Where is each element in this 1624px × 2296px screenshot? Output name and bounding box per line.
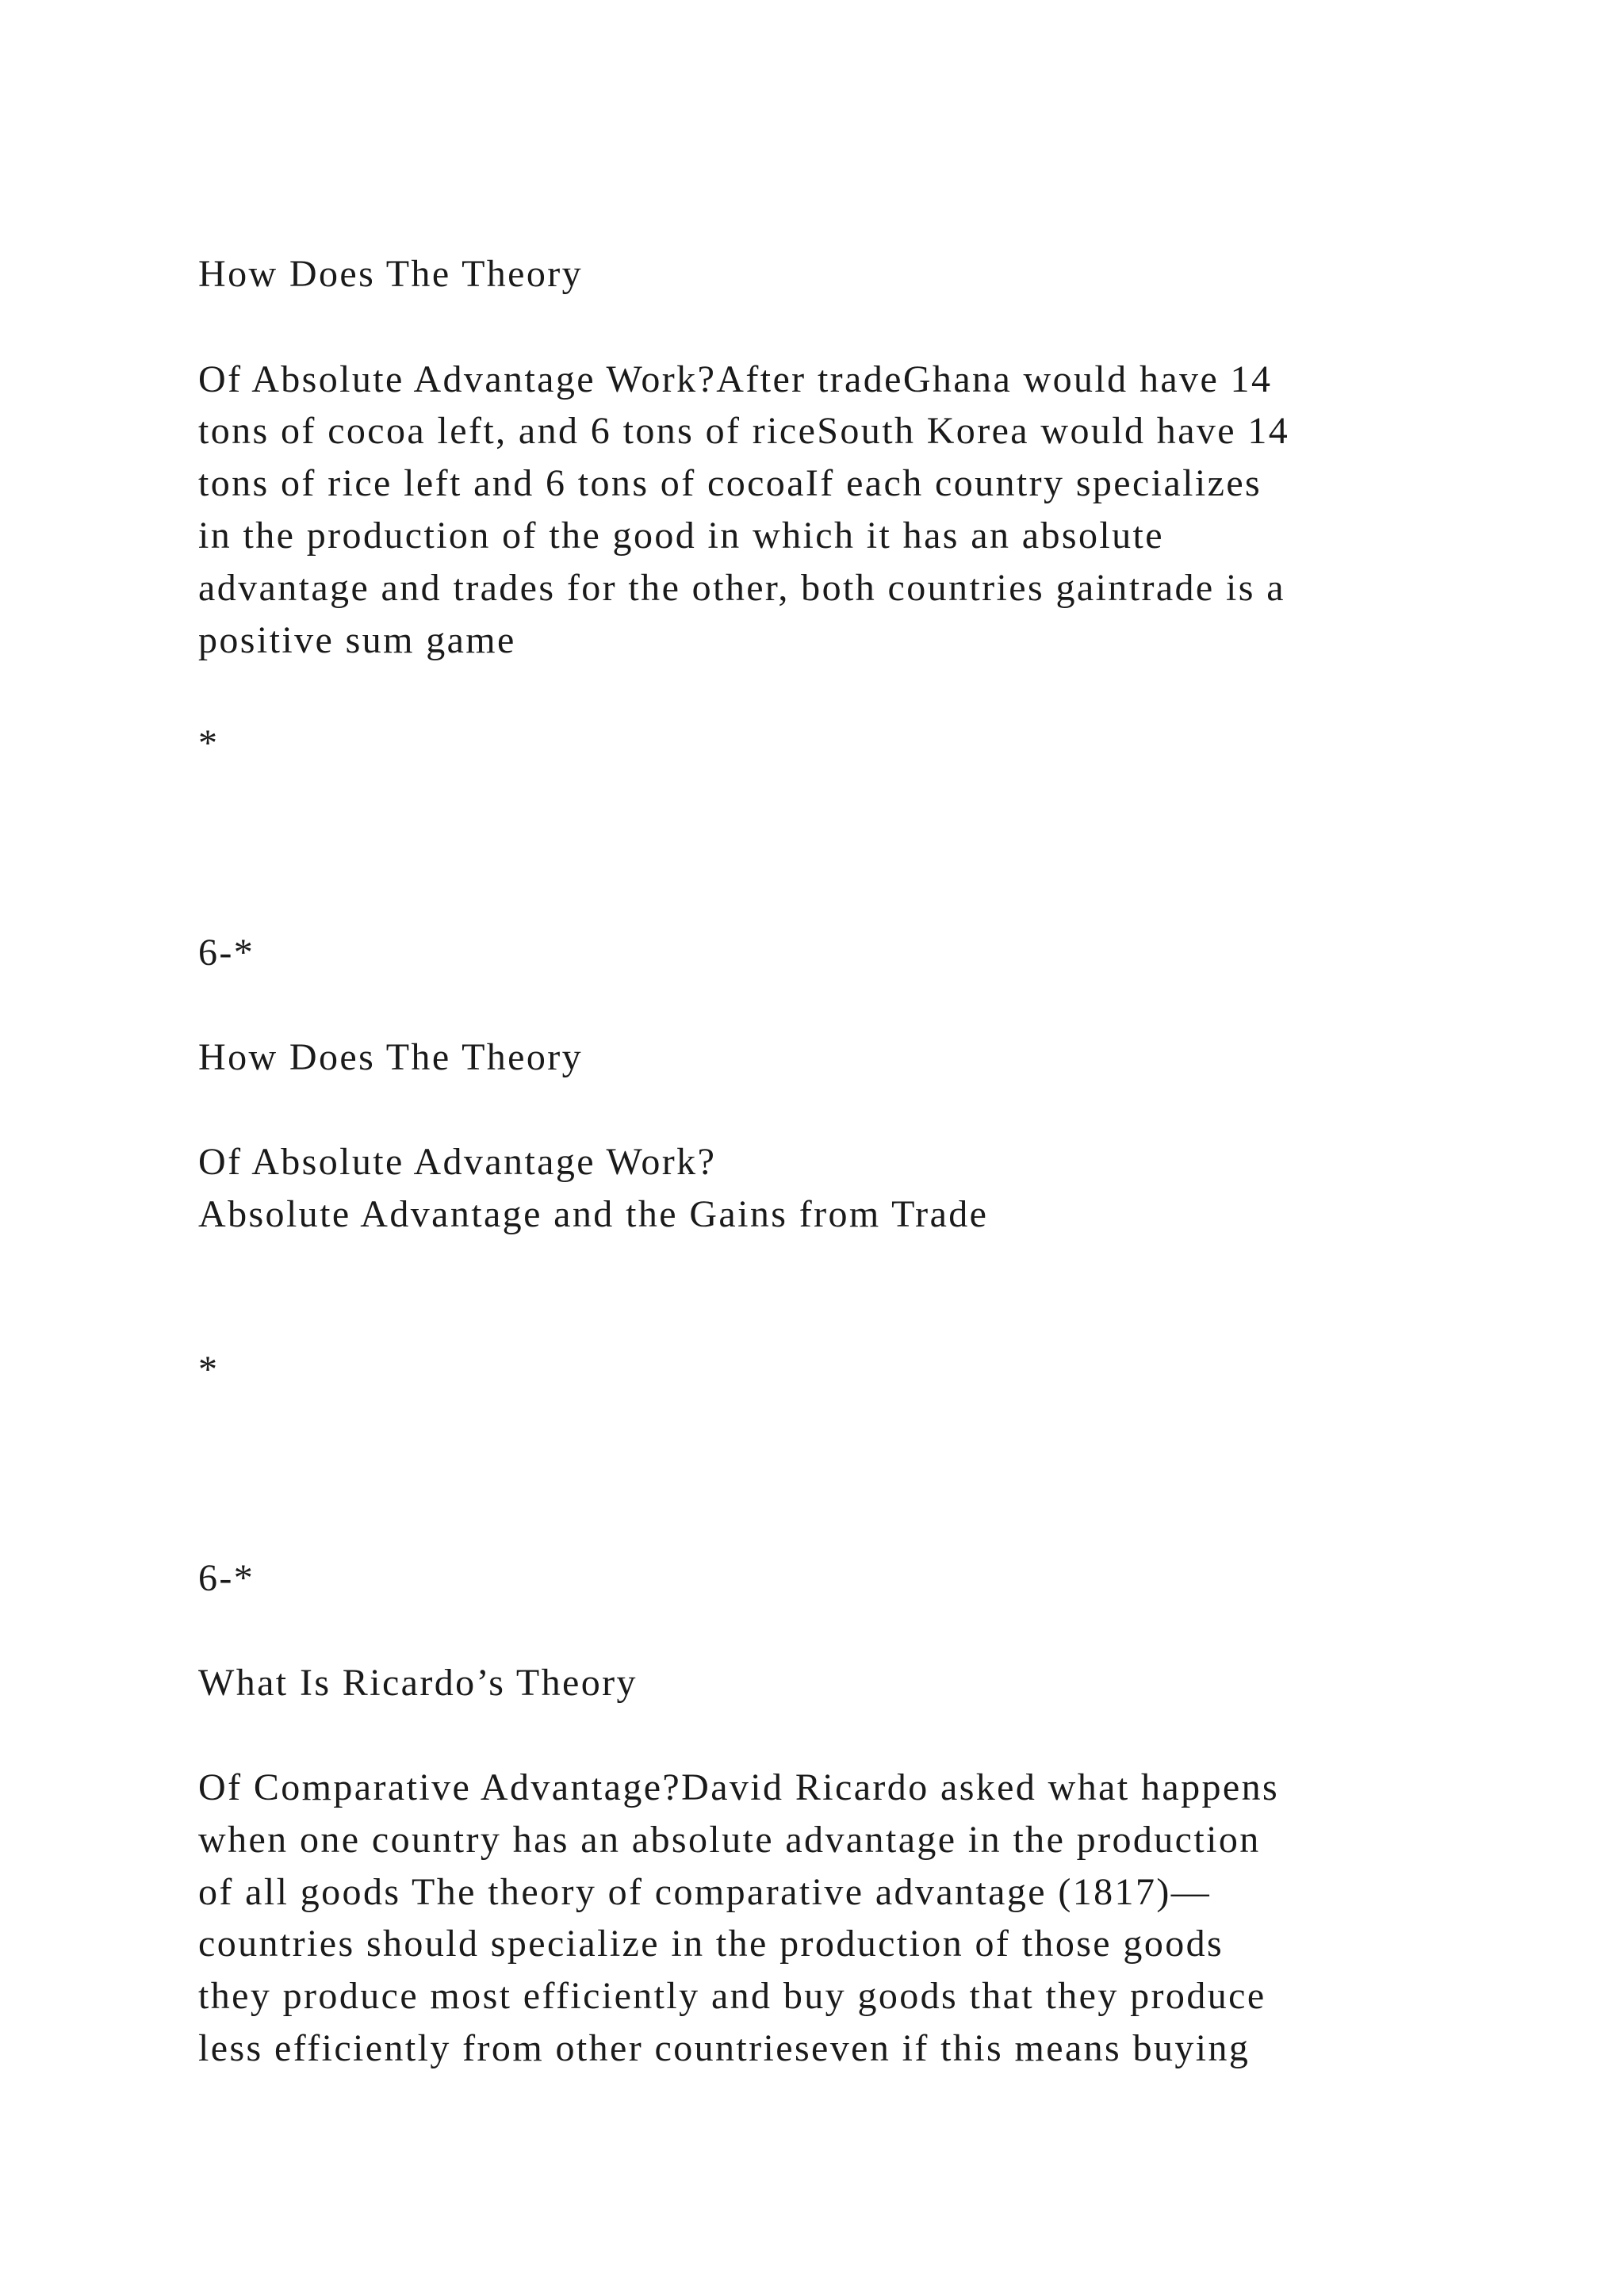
section-title: What Is Ricardo’s Theory <box>198 1662 638 1704</box>
body-line: in the production of the good in which it has an absolute <box>198 515 1164 557</box>
body-line: countries should specialize in the production of those goods <box>198 1923 1224 1965</box>
body-line: Absolute Advantage and the Gains from Trade <box>198 1193 989 1235</box>
body-line: Of Absolute Advantage Work?After tradeGhana would have 14 <box>198 358 1273 400</box>
asterisk-marker: * <box>198 1349 220 1391</box>
body-line: tons of rice left and 6 tons of cocoaIf each country specializes <box>198 462 1262 504</box>
asterisk-marker: * <box>198 722 220 764</box>
section-title: How Does The Theory <box>198 253 584 295</box>
body-line: Of Comparative Advantage?David Ricardo asked what happens <box>198 1766 1280 1808</box>
body-line: they produce most efficiently and buy goods that they produce <box>198 1975 1266 2017</box>
body-line: tons of cocoa left, and 6 tons of riceSouth Korea would have 14 <box>198 410 1290 452</box>
body-line: when one country has an absolute advantage in the production <box>198 1819 1261 1861</box>
body-line: of all goods The theory of comparative advantage (1817)— <box>198 1871 1212 1913</box>
body-line: Of Absolute Advantage Work? <box>198 1141 717 1183</box>
body-line: less efficiently from other countrieseven if this means buying <box>198 2027 1251 2069</box>
section-title: How Does The Theory <box>198 1036 584 1078</box>
slide-number: 6-* <box>198 1557 255 1599</box>
body-line: positive sum game <box>198 619 516 661</box>
body-line: advantage and trades for the other, both countries gaintrade is a <box>198 567 1285 609</box>
slide-number: 6-* <box>198 932 255 974</box>
